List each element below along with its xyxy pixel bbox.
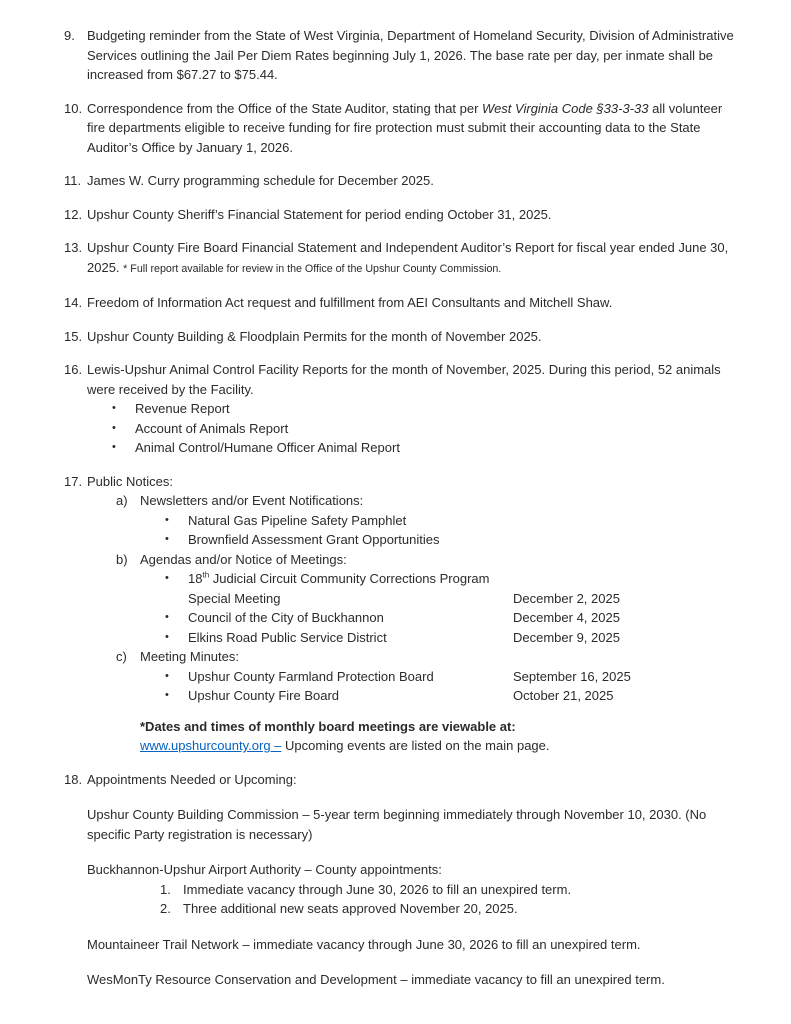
agenda-item-18 bbox=[64, 770, 755, 990]
item-number: 17. bbox=[64, 473, 83, 489]
appointment-paragraph: Mountaineer Trail Network – immediate vacancy through June 30, 2026 to fill an unexpired term. bbox=[87, 936, 641, 952]
meeting-name-post: Judicial Circuit Community Corrections Program bbox=[209, 571, 490, 586]
bullet-icon: • bbox=[165, 513, 169, 526]
item-number: 10. bbox=[64, 100, 83, 116]
appointment-paragraph: Upshur County Building Commission – 5-year term beginning immediately through November 10, 2030. (No specific Party registration is necessary) bbox=[87, 807, 707, 842]
agenda-item-13 bbox=[64, 238, 755, 279]
upshurcounty-link[interactable]: www.upshurcounty.org – bbox=[140, 738, 282, 753]
sub-item-text: Meeting Minutes: bbox=[140, 649, 239, 664]
agenda-item-11 bbox=[64, 171, 755, 191]
ordinal-suffix: th bbox=[202, 570, 210, 580]
appointment-paragraph: WesMonTy Resource Conservation and Development – immediate vacancy to fill an unexpired term. bbox=[87, 972, 665, 987]
list-item bbox=[165, 569, 739, 608]
meeting-name: Council of the City of Buckhannon bbox=[188, 610, 384, 625]
item-text: Appointments Needed or Upcoming: bbox=[87, 771, 297, 787]
bullet-icon: • bbox=[165, 533, 169, 545]
meeting-name-line2: Special Meeting bbox=[188, 590, 281, 606]
meeting-date: December 9, 2025 bbox=[513, 629, 620, 645]
item-number: 18. bbox=[64, 771, 83, 787]
sub-item-label: b) bbox=[116, 551, 128, 567]
sub-item-text: Newsletters and/or Event Notifications: bbox=[140, 493, 364, 508]
sub-item-label: a) bbox=[116, 493, 128, 508]
item-footnote: * Full report available for review in the Office of the Upshur County Commission. bbox=[123, 262, 502, 275]
list-item-label: Account of Animals Report bbox=[135, 420, 289, 436]
sub-item-text: Agendas and/or Notice of Meetings: bbox=[140, 551, 347, 567]
item-text: Lewis-Upshur Animal Control Facility Reports for the month of November, 2025. During this period, 52 animals were received by the Facility. bbox=[87, 362, 721, 397]
list-item-label: Natural Gas Pipeline Safety Pamphlet bbox=[188, 512, 407, 528]
bullet-icon: • bbox=[165, 669, 169, 682]
list-item bbox=[165, 608, 739, 628]
list-item bbox=[112, 399, 739, 419]
sub-item-text: Immediate vacancy through June 30, 2026 to fill an unexpired term. bbox=[183, 881, 572, 897]
bullet-icon: • bbox=[112, 402, 116, 414]
list-item-label: Animal Control/Humane Officer Animal Report bbox=[135, 440, 400, 455]
item-text: Upshur County Building & Floodplain Permits for the month of November 2025. bbox=[87, 328, 542, 344]
sub-item-c bbox=[116, 647, 739, 706]
appointment-paragraph: Buckhannon-Upshur Airport Authority – County appointments: bbox=[87, 862, 442, 877]
agenda-item-16 bbox=[64, 360, 755, 458]
item-number: 13. bbox=[64, 240, 83, 255]
agenda-item-12 bbox=[64, 205, 755, 225]
item-text bbox=[87, 99, 739, 158]
item-text-pre: Correspondence from the Office of the State Auditor, stating that per bbox=[87, 100, 483, 116]
appointment-sub-item bbox=[160, 880, 739, 900]
meeting-date: September 16, 2025 bbox=[513, 668, 631, 684]
item-text: Upshur County Sheriff’s Financial Statement for period ending October 31, 2025. bbox=[87, 206, 552, 222]
item-text: Public Notices: bbox=[87, 473, 173, 489]
item-text-main: Upshur County Fire Board Financial Statement and Independent Auditor’s Report for fiscal year ended June 30, 2025. bbox=[87, 240, 729, 275]
item-text-post: all volunteer fire departments eligible to receive funding for fire protection must submit their accounting data to the State Auditor’s Office by January 1, 2026. bbox=[87, 100, 723, 155]
item-text: James W. Curry programming schedule for December 2025. bbox=[87, 173, 434, 188]
meeting-date: December 4, 2025 bbox=[513, 610, 620, 625]
item-number: 12. bbox=[64, 206, 83, 222]
sub-item-text: Three additional new seats approved November 20, 2025. bbox=[183, 901, 518, 916]
item-text: Freedom of Information Act request and fulfillment from AEI Consultants and Mitchell Shaw. bbox=[87, 295, 613, 310]
list-item bbox=[165, 686, 739, 706]
sub-item-label: c) bbox=[116, 649, 127, 664]
meeting-name: Upshur County Fire Board bbox=[188, 688, 340, 703]
sub-item-number: 2. bbox=[160, 901, 171, 916]
list-item bbox=[165, 530, 739, 550]
code-citation: West Virginia Code §33-3-33 bbox=[482, 100, 649, 116]
bullet-icon: • bbox=[112, 421, 116, 434]
agenda-item-10 bbox=[64, 99, 755, 158]
sub-item-b bbox=[116, 550, 739, 648]
list-item-label: Revenue Report bbox=[135, 401, 230, 416]
sub-item-number: 1. bbox=[160, 881, 171, 897]
list-item bbox=[112, 438, 739, 458]
board-meetings-note bbox=[140, 717, 739, 756]
bullet-icon: • bbox=[165, 572, 169, 584]
meeting-date: December 2, 2025 bbox=[513, 590, 620, 606]
item-number: 11. bbox=[64, 173, 82, 188]
item-number: 16. bbox=[64, 362, 83, 377]
meeting-name: Upshur County Farmland Protection Board bbox=[188, 668, 434, 684]
list-item bbox=[112, 419, 739, 439]
item-number: 15. bbox=[64, 328, 83, 344]
note-line bbox=[140, 736, 739, 756]
appointment-sub-item bbox=[160, 899, 739, 919]
bullet-icon: • bbox=[165, 630, 169, 643]
item-text: Budgeting reminder from the State of West Virginia, Department of Homeland Security, Division of Administrative Services outlining the Jail Per Diem Rates beginning July 1, 2026. The base rate per day, per inmate shall be increased from $67.27 to $75.44. bbox=[87, 28, 734, 82]
agenda-item-9 bbox=[64, 26, 755, 85]
item-number: 9. bbox=[64, 28, 75, 43]
agenda-item-15 bbox=[64, 327, 755, 347]
meeting-name bbox=[188, 569, 739, 589]
meeting-name-pre: 18 bbox=[188, 571, 203, 586]
sub-item-a bbox=[116, 491, 739, 550]
list-item bbox=[165, 628, 739, 648]
list-item bbox=[165, 511, 739, 531]
meeting-date: October 21, 2025 bbox=[513, 688, 614, 703]
list-item bbox=[165, 667, 739, 687]
list-item-label: Brownfield Assessment Grant Opportunities bbox=[188, 532, 440, 547]
note-heading: *Dates and times of monthly board meetings are viewable at: bbox=[140, 718, 516, 734]
bullet-icon: • bbox=[165, 611, 169, 623]
item-number: 14. bbox=[64, 295, 83, 310]
meeting-name: Elkins Road Public Service District bbox=[188, 629, 387, 645]
bullet-icon: • bbox=[165, 689, 169, 701]
agenda-item-14 bbox=[64, 293, 755, 313]
bullet-icon: • bbox=[112, 441, 116, 453]
item-text bbox=[87, 238, 739, 279]
agenda-item-17 bbox=[64, 472, 755, 756]
note-after-link: Upcoming events are listed on the main page. bbox=[281, 738, 550, 753]
